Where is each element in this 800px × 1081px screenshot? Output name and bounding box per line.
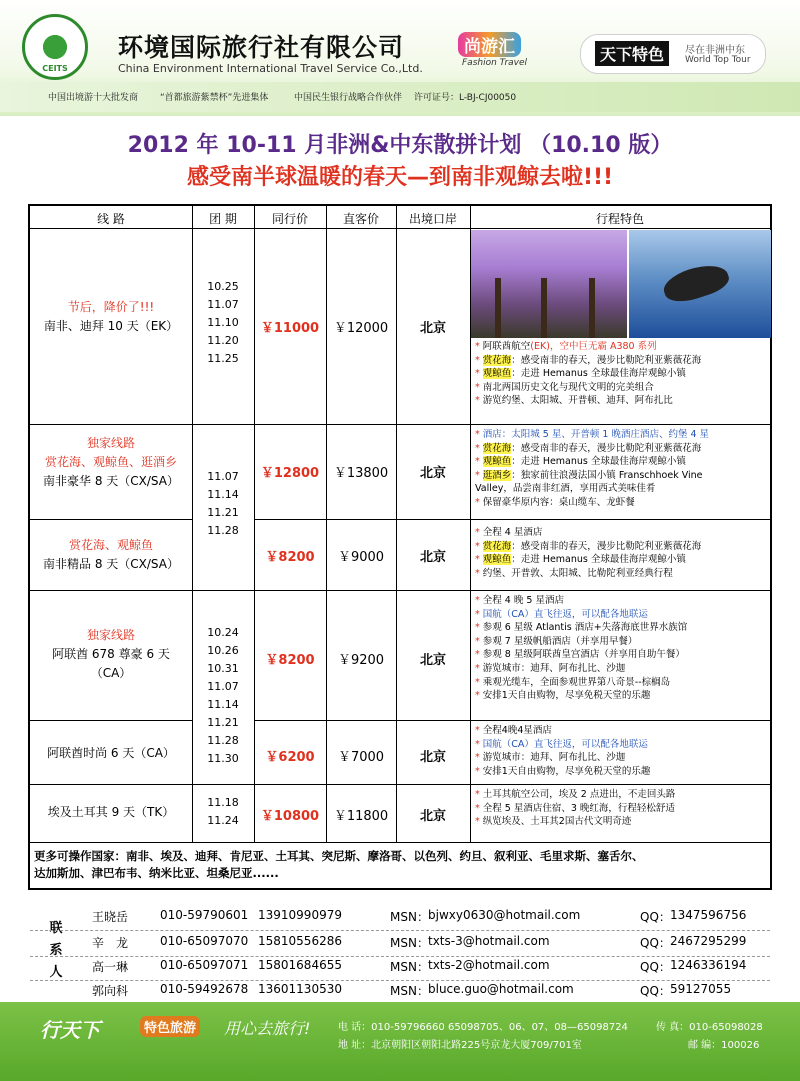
bullet-icon: * [475, 676, 483, 688]
route-highlight: 赏花海、观鲸鱼 [68, 538, 153, 552]
direct-price: ￥9000 [337, 550, 385, 565]
feature-item [475, 689, 769, 703]
contact-msn-label: MSN： [390, 936, 429, 950]
bullet-icon: * [475, 635, 483, 647]
bullet-icon: * [475, 341, 483, 352]
feature-item [475, 394, 769, 408]
feature-red: (EK)，空中巨无霸 A380 系列 [530, 341, 657, 352]
fashion-travel-en: Fashion Travel [462, 58, 528, 68]
feature-item [475, 553, 769, 567]
tour-date: 10.25 [207, 280, 239, 293]
contact-qq-label: QQ： [640, 936, 671, 950]
footer-logo-2: 特色旅游 [140, 1016, 200, 1037]
feature-text: 全程 5 星酒店住宿、3 晚红海，行程轻松舒适 [482, 802, 675, 814]
contact-divider [30, 956, 770, 957]
header-trade-price: 同行价 [271, 212, 308, 226]
feature-blue: 国航（CA）直飞往返，可以配各地联运 [482, 608, 648, 620]
trade-price: ￥12800 [260, 466, 320, 481]
contact-msn: bjwxy0630@hotmail.com [428, 908, 581, 922]
contact-msn: txts-3@hotmail.com [428, 934, 550, 948]
contact-name: 郭向科 [92, 984, 129, 998]
features-cell [475, 594, 769, 703]
bullet-icon: * [475, 725, 483, 736]
route-highlight: 独家线路 [86, 436, 135, 450]
tour-date: 11.28 [207, 734, 239, 747]
feature-text: 参观 8 星级阿联酋皇宫酒店（并享用自助午餐） [482, 649, 685, 661]
bullet-icon: * [475, 622, 483, 634]
tour-date: 10.31 [207, 662, 239, 675]
feature-text: 约堡、开普敦、太阳城、比勒陀利亚经典行程 [482, 567, 673, 579]
feature-item [475, 621, 769, 635]
departure-port: 北京 [419, 750, 446, 765]
contact-mobile: 15810556286 [258, 934, 342, 948]
header-direct-price: 直客价 [342, 212, 379, 226]
contact-qq: 2467295299 [670, 934, 747, 948]
feature-item [475, 567, 769, 581]
bullet-icon: * [475, 765, 483, 777]
tour-date: 11.30 [207, 752, 239, 765]
feature-text: 游览约堡、太阳城、开普顿、迪拜、阿布扎比 [482, 395, 673, 407]
bullet-icon: * [475, 368, 483, 380]
feature-text: 参观 7 星级帆船酒店（并享用早餐） [482, 635, 638, 647]
feature-item [475, 815, 769, 829]
contact-qq-label: QQ： [640, 910, 671, 924]
tree-trunk [495, 278, 501, 338]
route-name: 南非豪华 8 天（CX/SA） [43, 474, 179, 488]
dates-cell [192, 278, 254, 368]
feature-text: 全程 4 晚 5 星酒店 [482, 595, 564, 606]
feature-item [475, 367, 769, 381]
contacts-label [46, 918, 66, 984]
contact-msn: bluce.guo@hotmail.com [428, 982, 574, 996]
feature-highlight: 赏花海 [482, 442, 512, 454]
contact-divider [30, 930, 770, 931]
bullet-icon: * [475, 456, 483, 468]
tour-date: 11.24 [207, 814, 239, 827]
direct-price: ￥12000 [333, 321, 389, 336]
features-cell [475, 724, 769, 778]
feature-text: 游览城市：迪拜、阿布扎比、沙迦 [482, 752, 626, 764]
feature-item [475, 635, 769, 649]
direct-price: ￥7000 [337, 750, 385, 765]
contact-qq: 1246336194 [670, 958, 747, 972]
tagline-3: 中国民生银行战略合作伙伴 [294, 93, 403, 103]
route-name: 阿联酋时尚 6 天（CA） [47, 746, 175, 760]
tour-date: 11.28 [207, 524, 239, 537]
ceits-logo-text: CEITS [42, 64, 68, 73]
feature-text: 阿联酋航空 [482, 341, 531, 352]
bullet-icon: * [475, 738, 483, 750]
bullet-icon: * [475, 816, 483, 828]
feature-text: ：走进 Hemanus 全球最佳海岸观鲸小镇 [511, 456, 686, 468]
route-cell [30, 298, 192, 336]
footer-logo-3: 用心去旅行! [224, 1019, 311, 1038]
grid-line [254, 519, 770, 520]
tour-date: 11.21 [207, 716, 239, 729]
route-name: （CA） [90, 666, 132, 680]
contact-tel: 010-65097071 [160, 958, 249, 972]
company-name-cn: 环境国际旅行社有限公司 [118, 33, 405, 62]
tour-date: 11.14 [207, 698, 239, 711]
grid-line [30, 590, 770, 591]
feature-item [475, 608, 769, 622]
route-cell [30, 803, 192, 822]
bullet-icon: * [475, 554, 483, 566]
feature-blue: 国航（CA）直飞往返，可以配各地联运 [482, 738, 648, 750]
dates-cell [192, 468, 254, 540]
feature-item [475, 802, 769, 816]
tour-date: 11.25 [207, 352, 239, 365]
contact-tel: 010-59492678 [160, 982, 249, 996]
bullet-icon: * [475, 567, 483, 579]
feature-text: 乘观光缆车，全面参观世界第八奇景--棕榈岛 [482, 676, 671, 688]
tour-date: 11.07 [207, 680, 239, 693]
feature-text: 保留豪华原内容：桌山缆车、龙虾餐 [482, 496, 635, 508]
contact-tel: 010-59790601 [160, 908, 249, 922]
features-cell [475, 340, 769, 408]
route-cell [30, 626, 192, 683]
bullet-icon: * [475, 802, 483, 814]
contacts-label-char: 系 [49, 943, 63, 958]
world-top-tour-cn: 天下特色 [595, 41, 669, 66]
tagline-1: 中国出境游十大批发商 [48, 93, 139, 103]
route-cell [30, 434, 192, 491]
tagline-2: “首都旅游紫禁杯”先进集体 [160, 93, 269, 103]
contacts-label-char: 联 [49, 921, 63, 936]
grid-line [30, 842, 770, 843]
contact-msn-label: MSN： [390, 960, 429, 974]
bullet-icon: * [475, 662, 483, 674]
departure-port: 北京 [419, 550, 446, 565]
trade-price: ￥8200 [265, 653, 315, 668]
route-highlight: 独家线路 [86, 628, 135, 642]
feature-item [475, 765, 769, 779]
contact-mobile: 13601130530 [258, 982, 342, 996]
footer [0, 1002, 800, 1081]
contact-name: 高一琳 [92, 960, 129, 974]
feature-item [475, 738, 769, 752]
feature-item [475, 469, 769, 483]
header-dates: 团 期 [209, 212, 237, 226]
footer-phone: 电 话：010-59796660 65098705、06、07、08—65098724 [338, 1022, 628, 1033]
feature-text: 纵览埃及、土耳其2国古代文明奇迹 [482, 816, 632, 828]
contact-qq-label: QQ： [640, 984, 671, 998]
grid-line [30, 720, 192, 721]
bullet-icon: * [475, 395, 483, 407]
photo-strip [471, 230, 771, 338]
trade-price: ￥6200 [265, 750, 315, 765]
feature-item [475, 594, 769, 608]
feature-text: ：感受南非的春天，漫步比勒陀利亚紫薇花海 [511, 442, 702, 454]
route-name: 埃及土耳其 9 天（TK） [47, 805, 175, 819]
feature-text: ：感受南非的春天，漫步比勒陀利亚紫薇花海 [511, 354, 702, 366]
footer-address: 地 址：北京朝阳区朝阳北路225号京龙大厦709/701室 [338, 1040, 582, 1051]
feature-text: 安排1天自由购物，尽享免税天堂的乐趣 [482, 765, 651, 777]
feature-item [475, 455, 769, 469]
feature-item [475, 526, 769, 540]
more-countries-line2: 达加斯加、津巴布韦、纳米比亚、坦桑尼亚...... [34, 866, 279, 880]
grid-line [30, 424, 770, 425]
whale-shape [660, 259, 732, 308]
feature-item [475, 540, 769, 554]
tour-date: 11.18 [207, 796, 239, 809]
grid-line [30, 784, 770, 785]
tagline-4: 许可证号：L-BJ-CJ00050 [414, 93, 517, 103]
dates-cell [192, 794, 254, 830]
feature-item [475, 496, 769, 510]
page-subtitle: 感受南半球温暖的春天—到南非观鲸去啦!!! [186, 165, 614, 190]
bullet-icon: * [475, 595, 483, 606]
departure-port: 北京 [419, 653, 446, 668]
trade-price: ￥8200 [265, 550, 315, 565]
features-cell [475, 526, 769, 580]
feature-text: 全程 4 星酒店 [482, 527, 543, 538]
header [0, 0, 800, 116]
ceits-logo [22, 14, 88, 80]
fashion-travel-cn: 尚游汇 [458, 32, 521, 57]
company-name-en: China Environment International Travel Service Co.,Ltd. [118, 62, 423, 75]
bullet-icon: * [475, 496, 483, 508]
direct-price: ￥13800 [333, 466, 389, 481]
contacts-label-char: 人 [49, 965, 63, 980]
tour-date: 11.07 [207, 298, 239, 311]
grid-line [254, 720, 770, 721]
contact-msn-label: MSN： [390, 910, 429, 924]
bullet-icon: * [475, 608, 483, 620]
feature-item [475, 648, 769, 662]
feature-highlight: 逛酒乡 [482, 469, 512, 481]
route-name: 南非精品 8 天（CX/SA） [43, 557, 179, 571]
feature-item [475, 482, 769, 496]
bullet-icon: * [475, 789, 483, 800]
header-route: 线 路 [97, 212, 125, 226]
bullet-icon: * [475, 429, 483, 440]
features-cell [475, 428, 769, 510]
route-name: 南非、迪拜 10 天（EK） [43, 319, 179, 333]
feature-item [475, 662, 769, 676]
page-title: 2012 年 10-11 月非洲&中东散拼计划 （10.10 版） [127, 133, 673, 158]
feature-text: 全程4晚4星酒店 [482, 725, 552, 736]
grid-line [30, 228, 770, 229]
feature-item [475, 788, 769, 802]
feature-highlight: 赏花海 [482, 354, 512, 366]
tour-date: 11.14 [207, 488, 239, 501]
feature-highlight: 观鲸鱼 [482, 456, 512, 468]
more-countries-line1: 更多可操作国家：南非、埃及、迪拜、肯尼亚、土耳其、突尼斯、摩洛哥、以色列、约旦、叙利亚、毛里求斯、塞舌尔、 [34, 849, 644, 863]
contact-qq-label: QQ： [640, 960, 671, 974]
contact-mobile: 15801684655 [258, 958, 342, 972]
direct-price: ￥9200 [337, 653, 385, 668]
jacaranda-photo [471, 230, 627, 338]
contact-qq: 59127055 [670, 982, 732, 996]
footer-postcode: 邮 编：100026 [688, 1040, 760, 1051]
feature-text: ：独家前往浪漫法国小镇 Franschhoek Vine [511, 469, 703, 481]
route-highlight: 节后，降价了!!! [67, 300, 155, 314]
header-port: 出境口岸 [408, 212, 457, 226]
feature-item [475, 428, 769, 442]
feature-item [475, 381, 769, 395]
feature-text: Valley，品尝南非红酒，享用西式美味佳肴 [475, 483, 656, 495]
departure-port: 北京 [419, 466, 446, 481]
contact-divider [30, 980, 770, 981]
tour-date: 11.21 [207, 506, 239, 519]
bullet-icon: * [475, 540, 483, 552]
tour-date: 11.07 [207, 470, 239, 483]
tour-date: 11.20 [207, 334, 239, 347]
world-top-tour-en: World Top Tour [685, 55, 751, 65]
footer-logo-1: 行天下 [40, 1018, 100, 1042]
dates-cell [192, 624, 254, 768]
contact-qq: 1347596756 [670, 908, 747, 922]
tree-trunk [589, 278, 595, 338]
features-cell [475, 788, 769, 829]
world-top-tour-logo [580, 34, 766, 74]
bullet-icon: * [475, 469, 483, 481]
feature-highlight: 观鲸鱼 [482, 368, 512, 380]
route-name: 阿联酋 678 尊豪 6 天 [52, 647, 170, 661]
feature-item [475, 340, 769, 354]
feature-blue: 酒店：太阳城 5 星、开普顿 1 晚酒庄酒店、约堡 4 星 [482, 429, 710, 440]
bullet-icon: * [475, 752, 483, 764]
departure-port: 北京 [419, 321, 446, 336]
direct-price: ￥11800 [333, 809, 389, 824]
ceits-logo-emblem [35, 25, 75, 65]
fashion-travel-logo [458, 32, 534, 74]
bullet-icon: * [475, 354, 483, 366]
feature-item [475, 442, 769, 456]
grid-line [30, 519, 192, 520]
whale-photo [629, 230, 771, 338]
trade-price: ￥11000 [260, 321, 320, 336]
tree-trunk [541, 278, 547, 338]
header-features: 行程特色 [595, 212, 644, 226]
feature-text: ：走进 Hemanus 全球最佳海岸观鲸小镇 [511, 368, 686, 380]
world-top-tour-sub: 尽在非洲中东 [685, 45, 745, 56]
trade-price: ￥10800 [260, 809, 320, 824]
footer-fax: 传 真：010-65098028 [656, 1022, 763, 1033]
feature-text: 土耳其航空公司，埃及 2 点进出，不走回头路 [482, 789, 676, 800]
feature-highlight: 观鲸鱼 [482, 554, 512, 566]
bullet-icon: * [475, 527, 483, 538]
feature-item [475, 354, 769, 368]
contact-tel: 010-65097070 [160, 934, 249, 948]
feature-text: ：走进 Hemanus 全球最佳海岸观鲸小镇 [511, 554, 686, 566]
feature-item [475, 676, 769, 690]
feature-item [475, 751, 769, 765]
bullet-icon: * [475, 690, 483, 702]
tour-date: 10.26 [207, 644, 239, 657]
departure-port: 北京 [419, 809, 446, 824]
feature-text: 游览城市：迪拜、阿布扎比、沙迦 [482, 662, 626, 674]
bullet-icon: * [475, 381, 483, 393]
tour-date: 10.24 [207, 626, 239, 639]
contact-mobile: 13910990979 [258, 908, 342, 922]
bullet-icon: * [475, 649, 483, 661]
bullet-icon: * [475, 442, 483, 454]
feature-text: 参观 6 星级 Atlantis 酒店+失落海底世界水族馆 [482, 622, 688, 634]
route-cell [30, 744, 192, 763]
feature-highlight: 赏花海 [482, 540, 512, 552]
contact-msn-label: MSN： [390, 984, 429, 998]
feature-text: 安排1天自由购物，尽享免税天堂的乐趣 [482, 690, 651, 702]
route-highlight: 赏花海、观鲸鱼、逛酒乡 [44, 455, 177, 469]
feature-text: ：感受南非的春天，漫步比勒陀利亚紫薇花海 [511, 540, 702, 552]
contact-name: 辛 龙 [92, 936, 129, 950]
feature-item [475, 724, 769, 738]
tour-date: 11.10 [207, 316, 239, 329]
route-cell [30, 536, 192, 574]
contact-name: 王晓岳 [92, 910, 129, 924]
contact-msn: txts-2@hotmail.com [428, 958, 550, 972]
itinerary-table [28, 204, 772, 890]
feature-text: 南北两国历史文化与现代文明的完美组合 [482, 381, 654, 393]
